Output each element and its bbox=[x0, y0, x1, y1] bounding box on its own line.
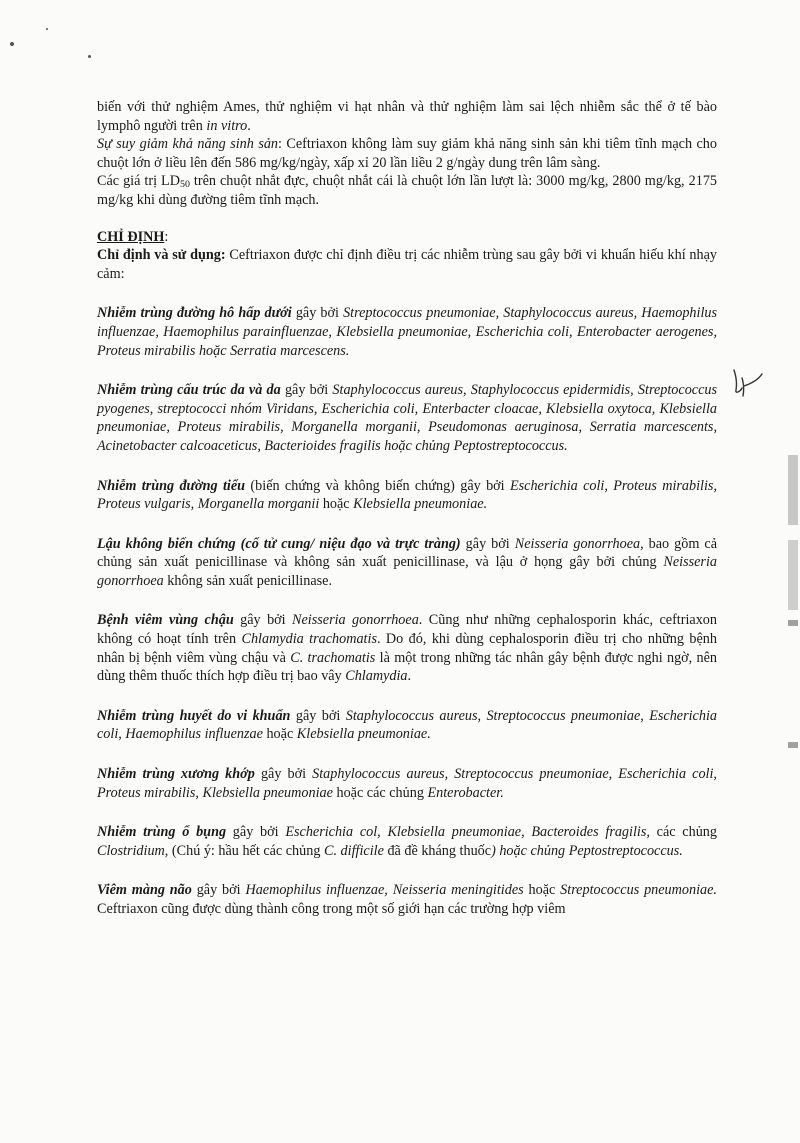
paragraph-urinary-tract: Nhiễm trùng đường tiểu (biến chứng và không biến chứng) gây bởi Escherichia coli, Proteus mirabilis, Proteus vulgaris, Morganella morganii hoặc Klebsiella pneumoniae. bbox=[97, 477, 718, 513]
scan-speck bbox=[10, 42, 14, 46]
paragraph-bone-joint: Nhiễm trùng xương khớp gây bởi Staphylococcus aureus, Streptococcus pneumoniae, Escherichia coli, Proteus mirabilis, Klebsiella pneumoniae hoặc các chủng Enterobacter. bbox=[97, 766, 717, 801]
paragraph-indications-intro: Chỉ định và sử dụng: Ceftriaxon được chỉ định điều trị các nhiễm trùng sau gây bởi vi khuẩn hiếu khí nhạy cảm: bbox=[97, 247, 718, 282]
scan-edge-mark bbox=[788, 620, 798, 626]
scan-edge-mark bbox=[788, 455, 798, 525]
scan-speck bbox=[88, 55, 91, 58]
scan-speck bbox=[46, 28, 48, 30]
paragraph-bacterial-septicemia: Nhiễm trùng huyết do vi khuẩn gây bởi Staphylococcus aureus, Streptococcus pneumoniae, Escherichia coli, Haemophilus influenzae hoặc Klebsiella pneumoniae. bbox=[97, 707, 717, 743]
scan-edge-mark bbox=[788, 742, 798, 748]
paragraph-lower-respiratory: Nhiễm trùng đường hô hấp dưới gây bởi Streptococcus pneumoniae, Staphylococcus aureus, Haemophilus influenzae, Haemophilus parainfluenzae, Klebsiella pneumoniae, Escherichia coli, Enterobacter aerogenes, Proteus mirabilis hoặc Serratia marcescens. bbox=[97, 305, 717, 359]
paragraph-mutagenicity: biến với thử nghiệm Ames, thử nghiệm vi hạt nhân và thử nghiệm làm sai lệch nhiễm sắc thể ở tế bào lymphô người trên in vitro. bbox=[97, 99, 717, 134]
paragraph-gonorrhea: Lậu không biến chứng (cổ tử cung/ niệu đạo và trực tràng) gây bởi Neisseria gonorrhoea, bao gồm cả chủng sản xuất penicillinase và không sản xuất penicillinase, và lậu ở họng gây bởi chủng Neisseria gonorrhoea không sản xuất penicillinase. bbox=[97, 535, 718, 589]
paragraph-ld50: Các giá trị $LD_{50}$ trên chuột nhắt đực, chuột nhắt cái là chuột lớn lần lượt là: 3000 mg/kg, 2800 mg/kg, 2175 mg/kg khi dùng đường tiêm tĩnh mạch. bbox=[97, 173, 718, 208]
paragraph-fertility: Sự suy giảm khả năng sinh sản: Ceftriaxon không làm suy giảm khả năng sinh sản khi tiêm tĩnh mạch cho chuột lớn ở liều lên đến 586 mg/kg/ngày, xấp xỉ 20 lần liều 2 g/ngày dung trên lâm sàng. bbox=[97, 136, 717, 171]
handwritten-initials-icon bbox=[728, 366, 766, 406]
section-heading-indications: CHỈ ĐỊNH: bbox=[97, 228, 169, 245]
paragraph-skin-structure: Nhiễm trùng cấu trúc da và da gây bởi Staphylococcus aureus, Staphylococcus epidermidis, Streptococcus pyogenes, streptococci nhóm Viridans, Escherichia coli, Enterbacter cloacae, Klebsiella oxytoca, Klebsiella pneumoniae, Proteus mirabilis, Morganella morganii, Pseudomonas aeruginosa, Serratia marcescents, Acinetobacter calcoaceticus, Bacterioides fragilis hoặc chủng Peptostreptococcus. bbox=[97, 382, 717, 454]
document-body bbox=[97, 98, 717, 919]
paragraph-pelvic-inflammatory: Bệnh viêm vùng chậu gây bởi Neisseria gonorrhoea. Cũng như những cephalosporin khác, ceftriaxon không có hoạt tính trên Chlamydia trachomatis. Do đó, khi dùng cephalosporin điều trị cho những bệnh nhân bị bệnh viêm vùng chậu và C. trachomatis là một trong những tác nhân gây bệnh được nghi ngờ, nên dùng thêm thuốc thích hợp điều trị bao vây Chlamydia. bbox=[97, 612, 718, 685]
scan-edge-mark bbox=[788, 540, 798, 610]
paragraph-intra-abdominal: Nhiễm trùng ổ bụng gây bởi Escherichia col, Klebsiella pneumoniae, Bacteroides fragilis, các chủng Clostridium, (Chú ý: hầu hết các chủng C. difficile đã đề kháng thuốc) hoặc chủng Peptostreptococcus. bbox=[97, 824, 717, 859]
paragraph-meningitis: Viêm màng não gây bởi Haemophilus influenzae, Neisseria meningitides hoặc Streptococcus pneumoniae. Ceftriaxon cũng được dùng thành công trong một số giới hạn các trường hợp viêm bbox=[97, 882, 717, 917]
